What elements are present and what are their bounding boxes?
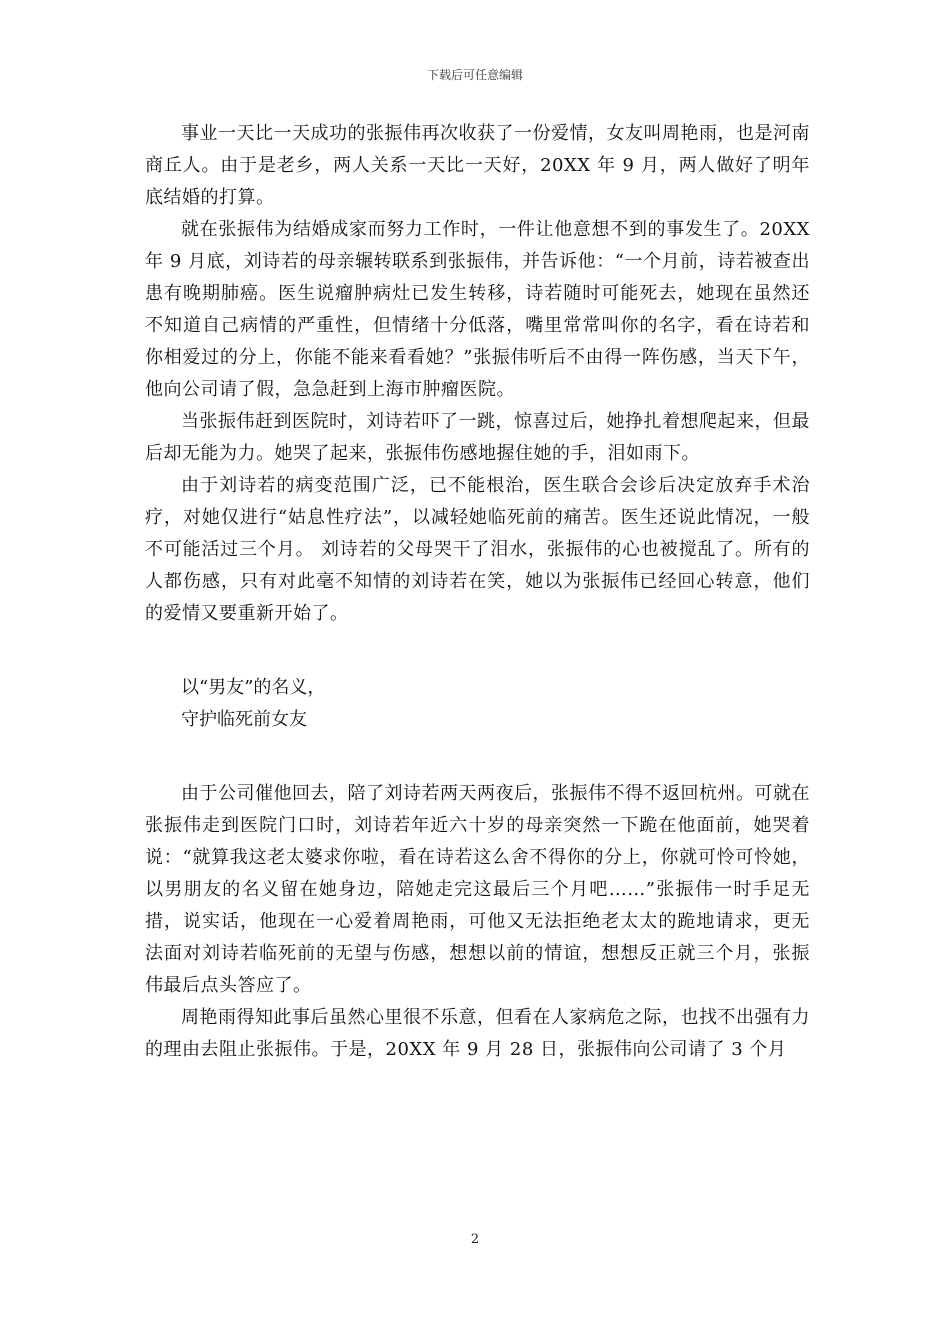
page-header: 下载后可任意编辑 xyxy=(426,68,523,82)
paragraph: 就在张振伟为结婚成家而努力工作时，一件让他意想不到的事发生了。20XX 年 9 月底，刘诗若的母亲辗转联系到张振伟，并告诉他：“一个月前，诗若被查出患有晚期肺癌。医生说瘤肿病灶已发生转移，诗若随时可能死去，她现在虽然还不知道自己病情的严重性，但情绪十分低落，嘴里常常叫你的名字，看在诗若和你相爱过的分上，你能不能来看看她？”张振伟听后不由得一阵伤感，当天下午，他向公司请了假，急急赶到上海市肿瘤医院。 xyxy=(145,219,810,400)
section-heading xyxy=(145,672,810,736)
paragraph: 由于刘诗若的病变范围广泛，已不能根治，医生联合会诊后决定放弃手术治疗，对她仅进行“姑息性疗法”，以减轻她临死前的痛苦。医生还说此情况，一般不可能活过三个月。 刘诗若的父母哭干了泪水，张振伟的心也被搅乱了。所有的人都伤感，只有对此毫不知情的刘诗若在笑，她以为张振伟已经回心转意，他们的爱情又要重新开始了。 xyxy=(145,475,810,624)
page-number: 2 xyxy=(470,1232,480,1247)
document-body xyxy=(145,118,810,1066)
section-heading-line-2: 守护临死前女友 xyxy=(181,709,307,730)
paragraph: 事业一天比一天成功的张振伟再次收获了一份爱情，女友叫周艳雨，也是河南商丘人。由于是老乡，两人关系一天比一天好，20XX 年 9 月，两人做好了明年底结婚的打算。 xyxy=(145,123,810,208)
paragraph: 当张振伟赶到医院时，刘诗若吓了一跳，惊喜过后，她挣扎着想爬起来，但最后却无能为力。她哭了起来，张振伟伤感地握住她的手，泪如雨下。 xyxy=(145,411,810,464)
paragraph: 周艳雨得知此事后虽然心里很不乐意，但看在人家病危之际，也找不出强有力的理由去阻止张振伟。于是，20XX 年 9 月 28 日，张振伟向公司请了 3 个月 xyxy=(145,1007,810,1060)
paragraph: 由于公司催他回去，陪了刘诗若两天两夜后，张振伟不得不返回杭州。可就在张振伟走到医院门口时，刘诗若年近六十岁的母亲突然一下跪在他面前，她哭着说：“就算我这老太婆求你啦，看在诗若这么舍不得你的分上，你就可怜可怜她，以男朋友的名义留在她身边，陪她走完这最后三个月吧……”张振伟一时手足无措，说实话，他现在一心爱着周艳雨，可他又无法拒绝老太太的跪地请求，更无法面对刘诗若临死前的无望与伤感，想想以前的情谊，想想反正就三个月，张振伟最后点头答应了。 xyxy=(145,783,810,996)
section-heading-line-1: 以“男友”的名义， xyxy=(181,677,326,698)
